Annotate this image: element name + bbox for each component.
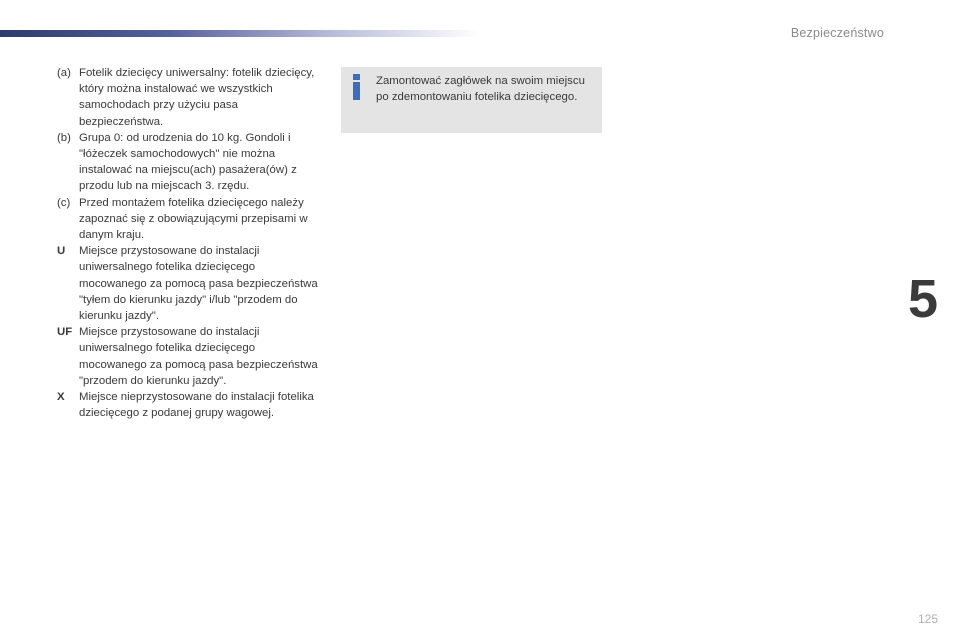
legend-key: (b) [57, 131, 71, 144]
section-title: Bezpieczeństwo [790, 26, 884, 40]
legend-key: X [57, 391, 65, 404]
chapter-number: 5 [907, 269, 938, 329]
info-box [341, 67, 602, 133]
legend-text: Fotelik dziecięcy uniwersalny: fotelik dziecięcy, który można instalować we wszystkich samochodach przy użyciu pasa bezpieczeństwa. [79, 67, 315, 128]
legend-entry-x [57, 389, 322, 421]
legend-key: UF [57, 326, 73, 339]
legend-text: Miejsce nieprzystosowane do instalacji fotelika dziecięcego z podanej grupy wagowej. [79, 391, 314, 420]
header-gradient-bar [0, 30, 480, 37]
legend-text: Miejsce przystosowane do instalacji uniwersalnego fotelika dziecięcego mocowanego za pomocą pasa bezpieczeństwa "przodem do kierunku jazdy". [79, 326, 318, 387]
info-text: Zamontować zagłówek na swoim miejscu po zdemontowaniu fotelika dziecięcego. [376, 75, 585, 104]
legend-entry-u [57, 243, 322, 324]
legend-text: Grupa 0: od urodzenia do 10 kg. Gondoli i "łóżeczek samochodowych" nie można instalować na miejscu(ach) pasażera(ów) z przodu lub na miejscach 3. rzędu. [79, 131, 297, 193]
legend-list [57, 65, 322, 421]
legend-key: (c) [57, 196, 71, 209]
legend-key: (a) [57, 67, 71, 79]
legend-entry-b [57, 130, 322, 195]
legend-entry-a [57, 65, 322, 130]
page-number: 125 [917, 612, 938, 626]
legend-key: U [57, 245, 66, 258]
info-icon [352, 74, 362, 100]
legend-text: Przed montażem fotelika dziecięcego należy zapoznać się z obowiązującymi przepisami w danym kraju. [79, 196, 308, 242]
legend-entry-uf [57, 324, 322, 389]
legend-entry-c [57, 195, 322, 244]
legend-text: Miejsce przystosowane do instalacji uniwersalnego fotelika dziecięcego mocowanego za pomocą pasa bezpieczeństwa "tyłem do kierunku jazdy" i/lub "przodem do kierunku jazdy". [79, 245, 318, 323]
